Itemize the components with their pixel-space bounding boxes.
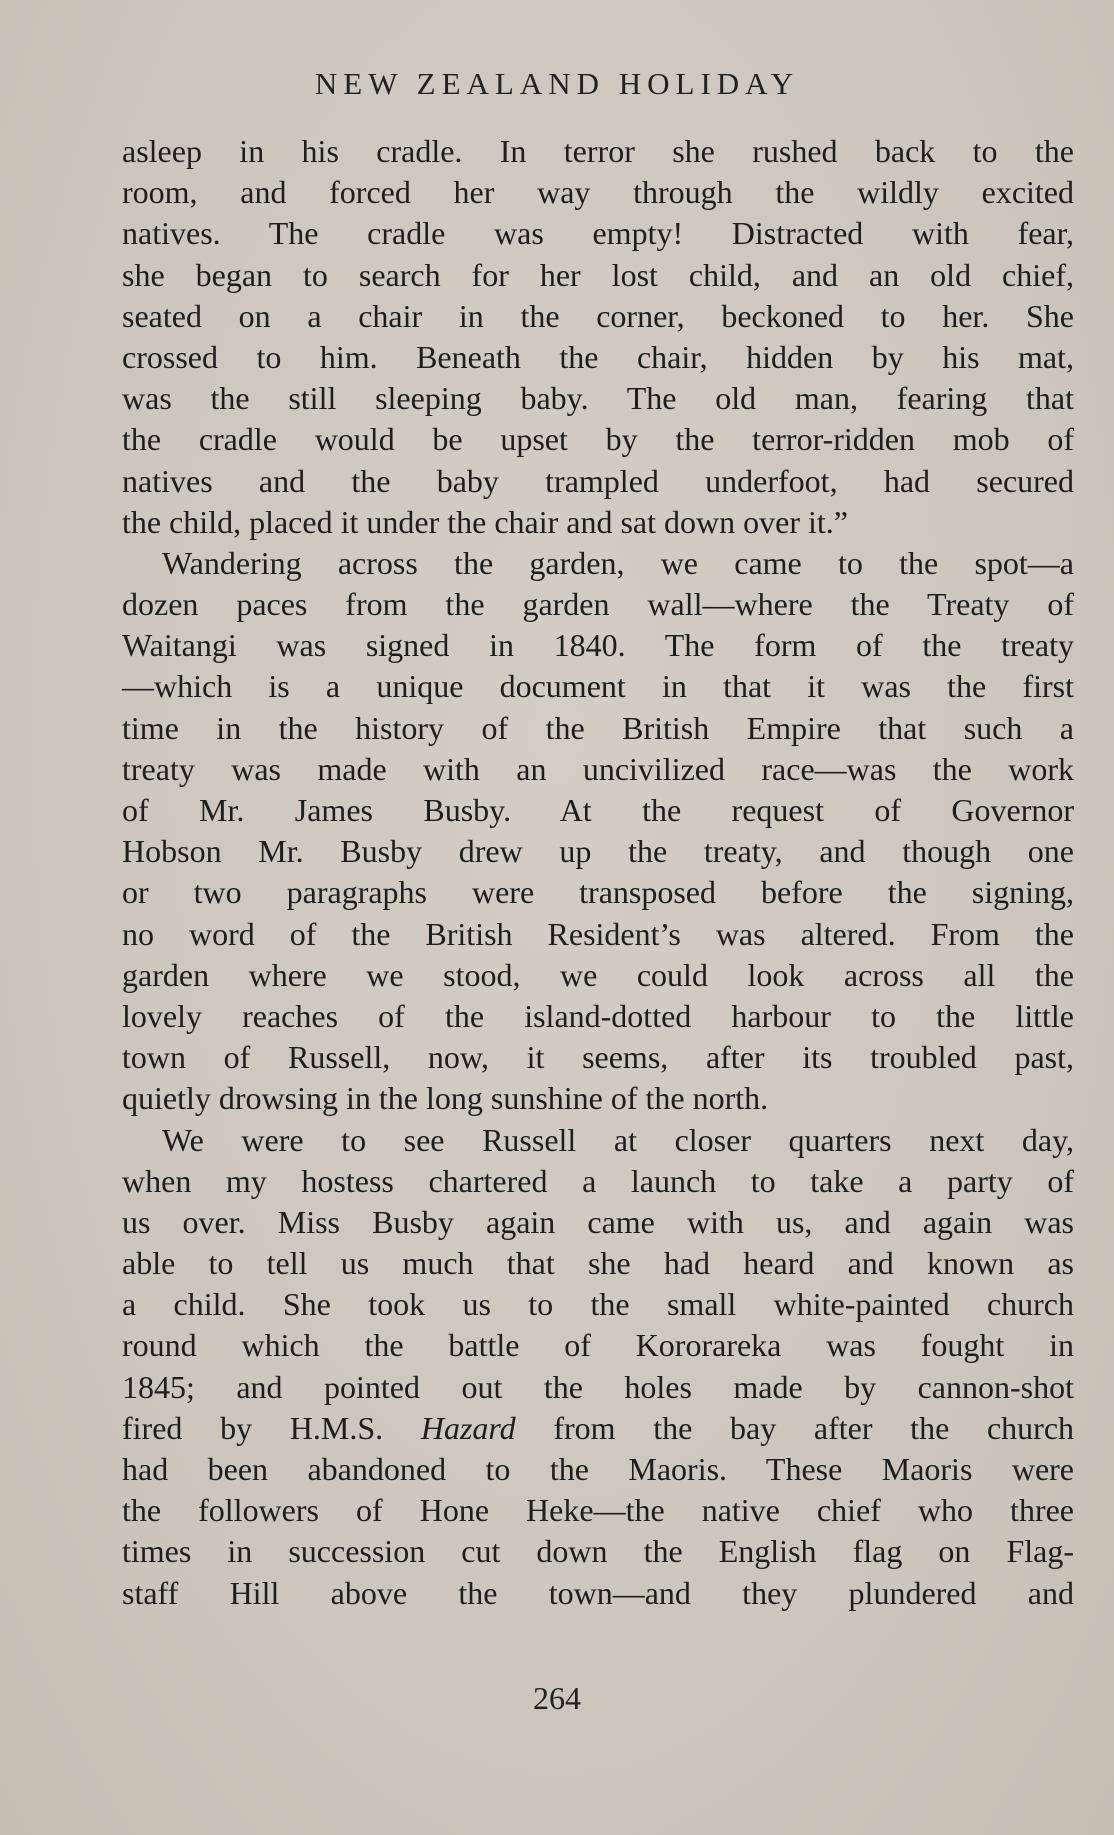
text-line: no word of the British Resident’s was altered. From the xyxy=(122,915,1074,952)
text-line: asleep in his cradle. In terror she rushed back to the xyxy=(122,133,1074,169)
text-line: had been abandoned to the Maoris. These Maoris were xyxy=(122,1451,1074,1487)
text-line: the child, placed it under the chair and sat down over it.” xyxy=(122,503,848,540)
text-line: time in the history of the British Empire that such a xyxy=(122,709,1074,746)
text-line: the followers of Hone Heke—the native chief who three xyxy=(122,1492,1074,1529)
text-line: crossed to him. Beneath the chair, hidden by his mat, xyxy=(122,338,1074,375)
text-line: town of Russell, now, it seems, after its troubled past, xyxy=(122,1039,1074,1076)
text-line: or two paragraphs were transposed before the signing, xyxy=(122,874,1074,911)
text-line: she began to search for her lost child, and an old chief, xyxy=(122,256,1074,293)
text-line: Hobson Mr. Busby drew up the treaty, and though one xyxy=(122,833,1074,870)
text-line: room, and forced her way through the wildly excited xyxy=(122,174,1074,211)
text-span: fired by H.M.S. xyxy=(122,1409,384,1446)
text-line: staff Hill above the town—and they plundered and xyxy=(122,1574,1074,1611)
text-line: treaty was made with an uncivilized race—was the work xyxy=(122,750,1074,787)
text-span: from the bay after the church xyxy=(553,1409,1075,1446)
text-line: —which is a unique document in that it was the first xyxy=(122,668,1074,705)
page-number: 264 xyxy=(533,1680,581,1716)
text-line: Wandering across the garden, we came to the spot—a xyxy=(162,544,1074,581)
text-line: Waitangi was signed in 1840. The form of the treaty xyxy=(122,627,1074,664)
text-line: able to tell us much that she had heard and known as xyxy=(122,1245,1074,1282)
text-line: us over. Miss Busby again came with us, and again was xyxy=(122,1203,1074,1240)
text-line: times in succession cut down the English flag on Flag- xyxy=(122,1533,1074,1570)
text-line: 1845; and pointed out the holes made by cannon-shot xyxy=(122,1368,1074,1405)
text-line: quietly drowsing in the long sunshine of the north. xyxy=(122,1080,769,1117)
text-line: natives. The cradle was empty! Distracted with fear, xyxy=(122,215,1074,252)
text-line: was the still sleeping baby. The old man, fearing that xyxy=(122,380,1074,417)
text-line: dozen paces from the garden wall—where the Treaty of xyxy=(122,586,1074,623)
body-text xyxy=(122,131,1074,1614)
text-line: lovely reaches of the island-dotted harbour to the little xyxy=(122,997,1074,1034)
text-line: of Mr. James Busby. At the request of Governor xyxy=(122,792,1074,828)
text-line: seated on a chair in the corner, beckoned to her. She xyxy=(122,297,1074,334)
text-line: We were to see Russell at closer quarters next day, xyxy=(162,1121,1074,1158)
text-line: the cradle would be upset by the terror-ridden mob of xyxy=(122,421,1074,458)
text-line: when my hostess chartered a launch to take a party of xyxy=(122,1162,1074,1199)
text-line: round which the battle of Kororareka was fought in xyxy=(122,1327,1074,1364)
text-line: natives and the baby trampled underfoot, had secured xyxy=(122,462,1074,499)
text-line: a child. She took us to the small white-painted church xyxy=(122,1286,1074,1323)
text-line xyxy=(122,1408,1074,1449)
ship-name-italic: Hazard xyxy=(420,1409,516,1446)
running-head: NEW ZEALAND HOLIDAY xyxy=(314,66,800,101)
text-line: garden where we stood, we could look across all the xyxy=(122,956,1074,993)
